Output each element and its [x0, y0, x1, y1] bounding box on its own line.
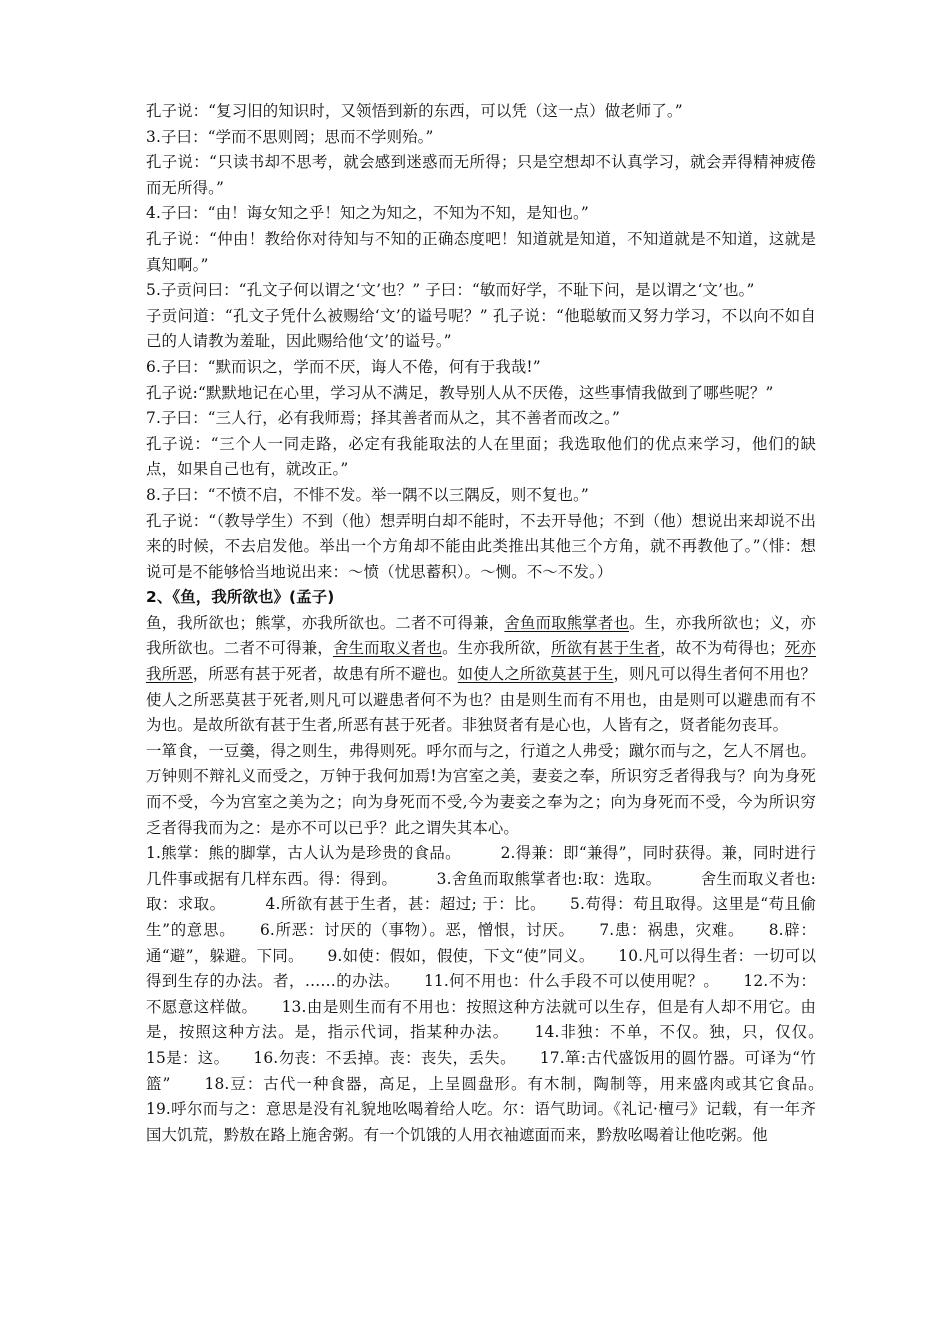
note: 6.所恶：讨厌的（事物）。恶，憎恨，讨厌。	[259, 921, 567, 939]
note: 12.不为：不愿意这样做。	[146, 972, 816, 1016]
paragraph: 孔子说：“仲由！教给你对待知与不知的正确态度吧！知道就是知道，不知道就是不知道，这就是真知啊。”	[146, 229, 816, 274]
note: 18.豆：古代一种食器，高足，上呈圆盘形。有木制，陶制等，用来盛肉或其它食品。	[204, 1074, 816, 1093]
underlined-phrase: 死亦我所恶	[146, 639, 816, 684]
text-run: 。生亦我所欲，	[442, 639, 552, 658]
underlined-phrase: 如使人之所欲莫甚于生	[457, 665, 614, 684]
underlined-phrase: 所欲有甚于生者	[551, 639, 661, 658]
underlined-phrase: 舍生而取义者也	[332, 639, 443, 658]
paragraph: 5.子贡问曰：“孔文子何以谓之‘文’也？” 子曰：“敏而好学，不耻下问，是以谓之‘文’也。”	[146, 281, 755, 300]
paragraph: 4.子曰：“由！诲女知之乎！知之为知之，不知为不知，是知也。”	[146, 204, 589, 223]
note: 13.由是则生而有不用也：按照这种方法就可以生存，但是有人却不用它。由是，按照这种方法。是，指示代词，指某种办法。	[146, 997, 816, 1042]
note: 14.非独：不单，不仅。独，只，仅仅。	[534, 1023, 816, 1042]
paragraph: 6.子曰：“默而识之，学而不厌，诲人不倦，何有于我哉!”	[146, 357, 541, 376]
paragraph: 子贡问道：“孔文子凭什么被赐给‘文’的谥号呢？” 孔子说：“他聪敏而又努力学习，不以向不如自己的人请教为羞耻，因此赐给他‘文’的谥号。”	[146, 306, 816, 351]
note: 3.舍鱼而取熊掌者也:取：选取。	[436, 869, 654, 888]
paragraph: 孔子说：“只读书却不思考，就会感到迷惑而无所得；只是空想却不认真学习，就会弄得精神疲倦而无所得。”	[146, 153, 816, 197]
underlined-phrase: 舍鱼而取熊掌者也	[504, 613, 630, 632]
paragraph: 孔子说：“复习旧的知识时，又领悟到新的东西，可以凭（这一点）做老师了。”	[146, 102, 683, 120]
note: 16.勿丧：不丢掉。丧：丧失，丢失。	[253, 1048, 509, 1067]
note: 17.箪:古代盛饭用的圆竹器。可译为“竹篮”	[146, 1048, 816, 1093]
note: 1.熊掌：熊的脚掌，古人认为是珍贵的食品。	[146, 844, 454, 863]
text-run: ，则凡可以得生者何不用也？使人之所恶莫甚于死者,则凡可以避患者何不为也？由是则生而有不用也，由是则可以避患而有不为也。是故所欲有甚于生者,所恶有甚于死者。非独贤者有是心也，人皆有之，贤者能勿丧耳。	[146, 665, 816, 735]
paragraph: 7.子曰：“三人行，必有我师焉；择其善者而从之，其不善者而改之。”	[146, 409, 620, 428]
note: 舍生而取义者也:取：求取。	[146, 869, 817, 914]
note: 9.如使：假如，假使，下文“使”同义。	[327, 946, 587, 965]
note: 2.得兼：即“兼得”，同时获得。兼，同时进行几件事或据有几样东西。得：得到。	[146, 844, 816, 888]
note: 19.呼尔而与之：意思是没有礼貌地吆喝着给人吃。尔：语气助词。《礼记·檀弓》记载，有一年齐国大饥荒，黔敖在路上施舍粥。有一个饥饿的人用衣袖遮面而来，黔敖吆喝着让他吃粥。他	[146, 1100, 816, 1144]
text-paragraph-2: 一箪食，一豆羹，得之则生，弗得则死。呼尔而与之，行道之人弗受；蹴尔而与之，乞人不屑也。万钟则不辩礼义而受之，万钟于我何加焉!为宫室之美，妻妾之奉，所识穷乏者得我与？向为身死而不受，今为宫室之美为之；向为身死而不受,今为妻妾之奉为之；向为身死而不受，今为所识穷乏者得我而为之：是亦不可以已乎？此之谓失其本心。	[146, 741, 816, 837]
note: 15是：这。	[146, 1048, 222, 1067]
note: 4.所欲有甚于生者，甚：超过; 于：比。	[265, 895, 539, 914]
notes-paragraph	[146, 841, 816, 1148]
paragraph: 8.子曰：“不愤不启，不悱不发。举一隅不以三隅反，则不复也。”	[146, 485, 589, 504]
text-run: 鱼，我所欲也；熊掌，亦我所欲也。二者不可得兼，	[146, 613, 505, 632]
note: 11.何不用也：什么手段不可以使用呢？。	[423, 972, 712, 991]
section-heading: 2、《鱼，我所欲也》(孟子)	[146, 588, 335, 607]
note: 8.辟：通“避”，躲避。下同。	[146, 921, 817, 965]
text-run: ，故不为苟得也；	[660, 639, 785, 658]
paragraph: 孔子说：“（教导学生）不到（他）想弄明白却不能时，不去开导他；不到（他）想说出来却说不出来的时候，不去启发他。举出一个方角却不能由此类推出其他三个方角，就不再教他了。”（悱：想说可是不能够恰当地说出来：～愤（忧思蓄积）。～恻。不～不发。）	[146, 511, 816, 581]
paragraph: 3.子曰：“学而不思则罔；思而不学则殆。”	[146, 127, 434, 146]
paragraph: 孔子说:“默默地记在心里，学习从不满足，教导别人从不厌倦，这些事情我做到了哪些呢？”	[146, 383, 774, 402]
paragraph: 孔子说：“三个人一同走路，必定有我能取法的人在里面；我选取他们的优点来学习，他们的缺点，如果自己也有，就改正。”	[146, 434, 816, 479]
text-paragraph-1	[146, 611, 816, 739]
note: 5.苟得：苟且取得。这里是“苟且偷生”的意思。	[146, 895, 816, 939]
text-run: 。生，亦我所欲也；义，亦我所欲也。二者不可得兼，	[146, 613, 816, 658]
document-body	[146, 99, 816, 1148]
note: 10.凡可以得生者：一切可以得到生存的办法。者，……的办法。	[146, 946, 816, 991]
note: 7.患：祸患，灾难。	[599, 921, 737, 939]
text-run: ，所恶有甚于死者，故患有所不避也。	[192, 665, 458, 684]
